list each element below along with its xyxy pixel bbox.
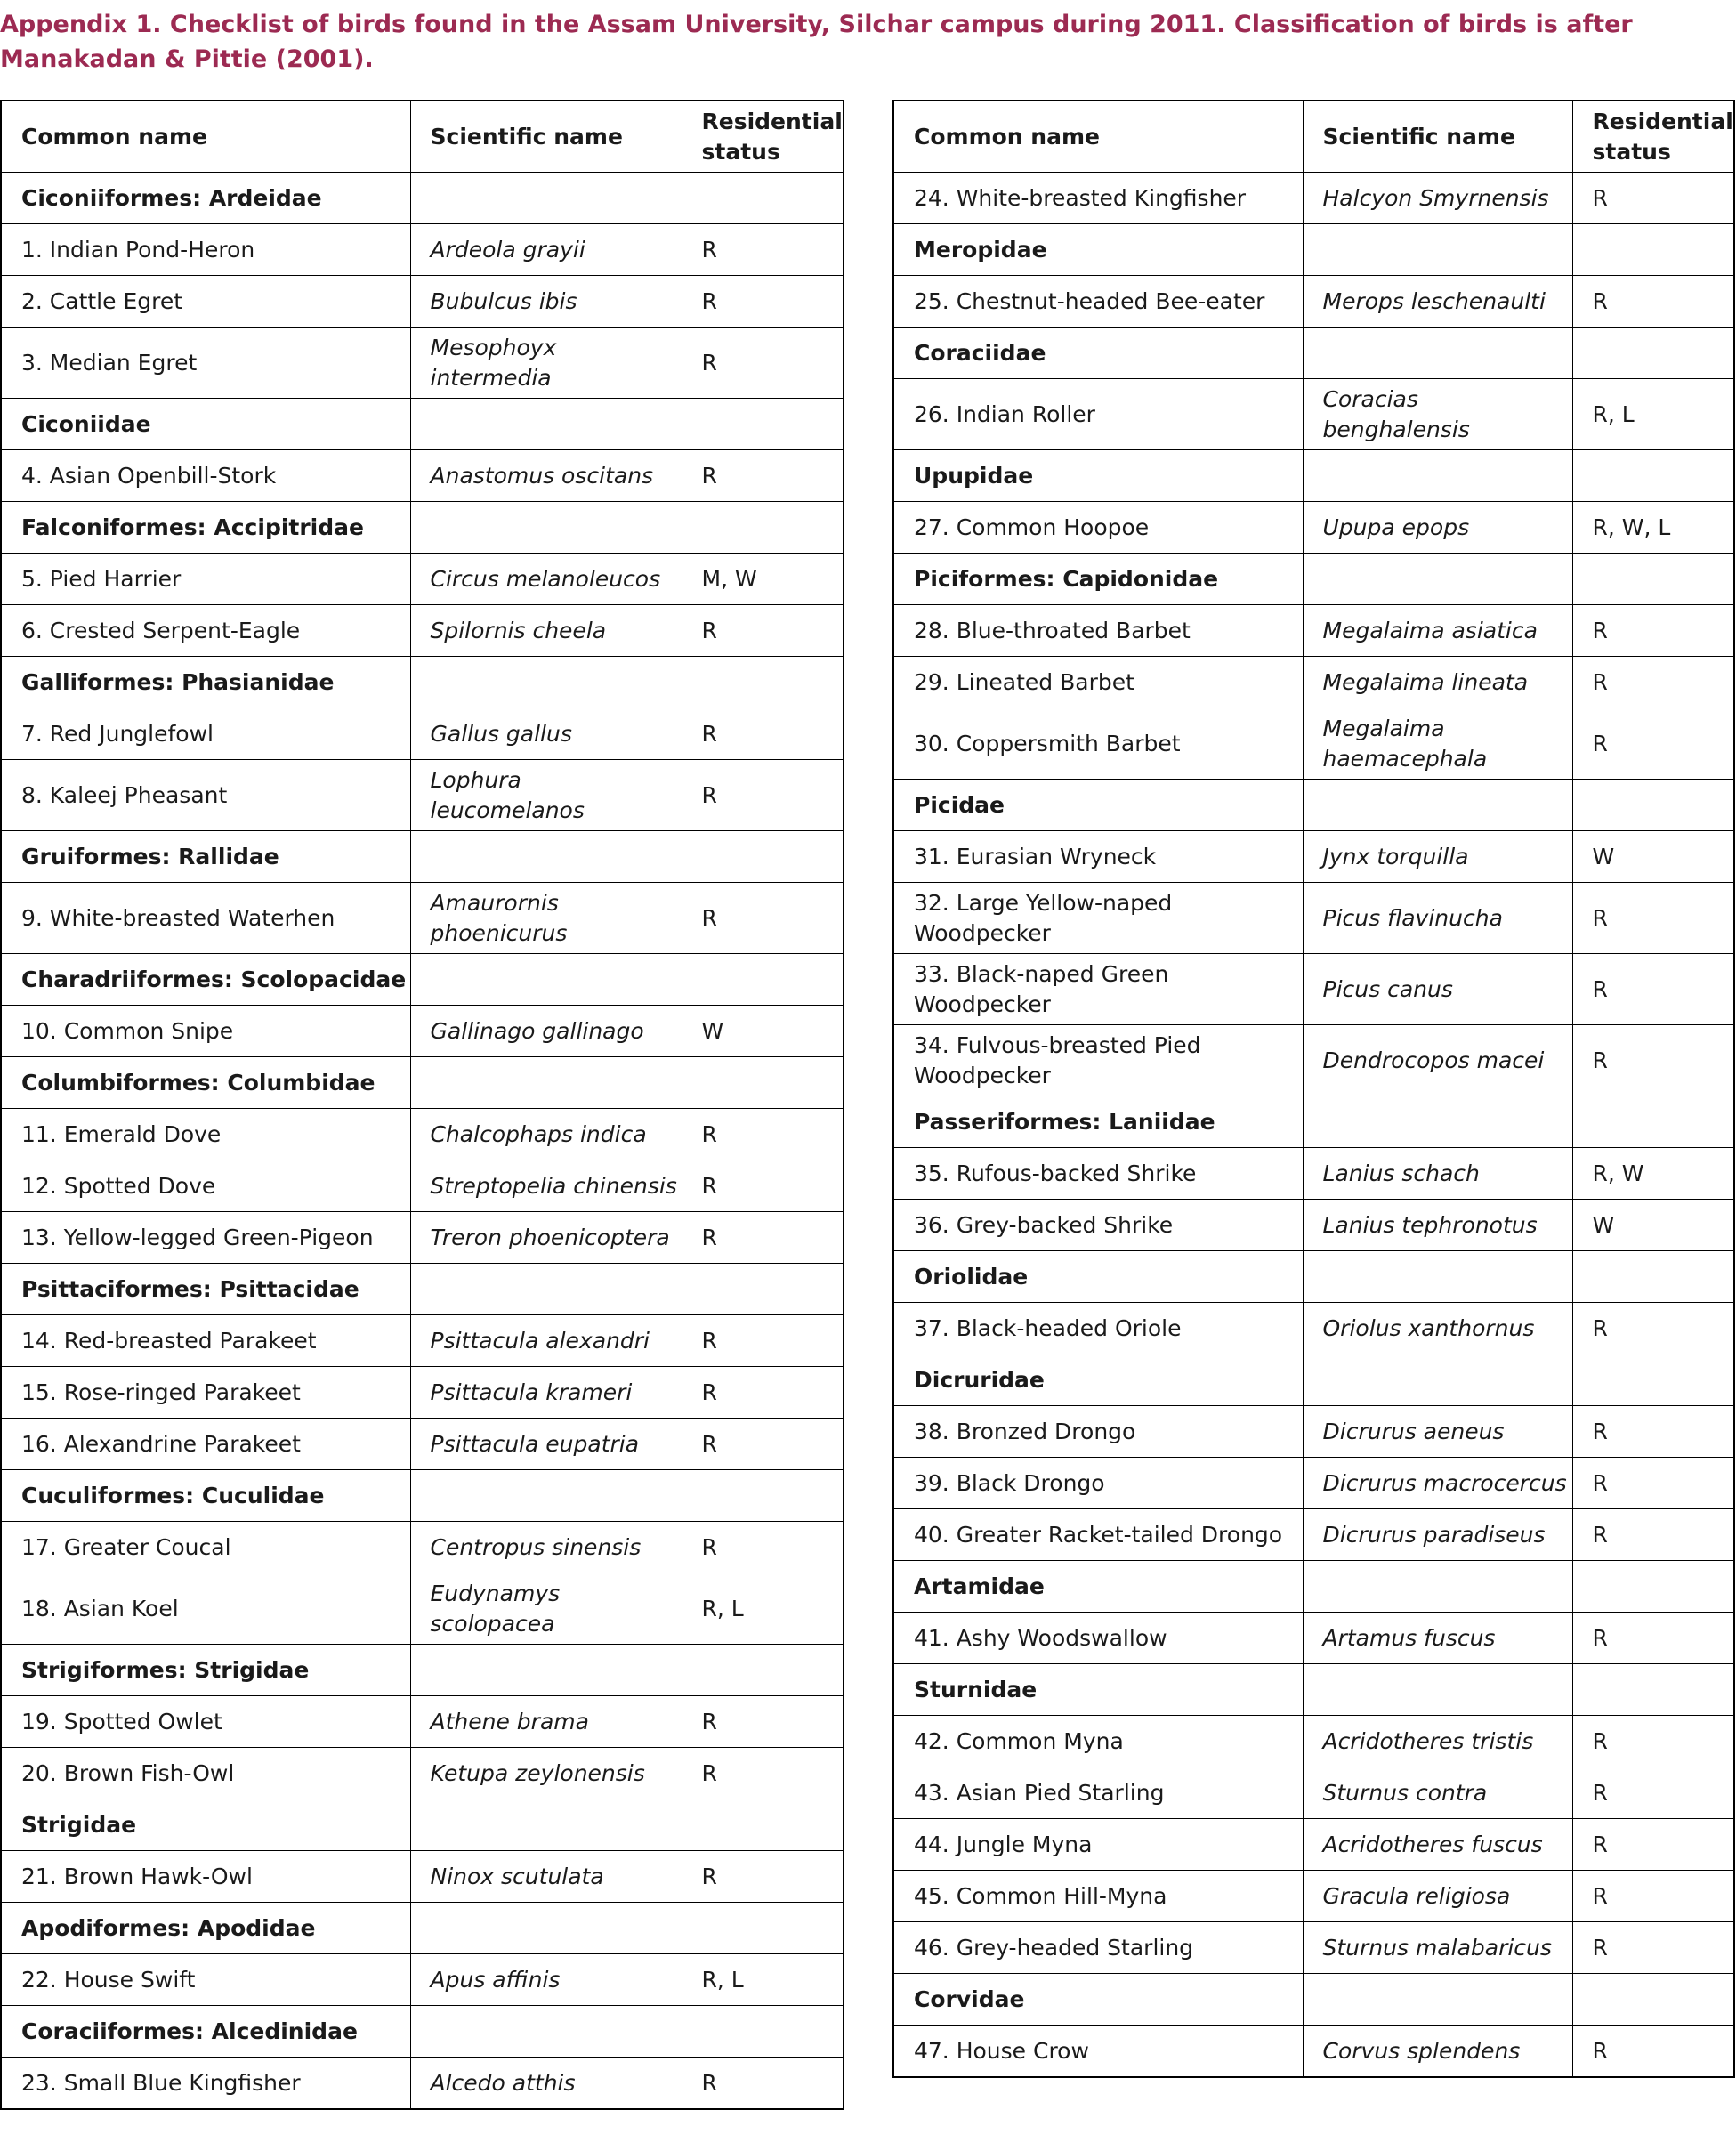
common-name-cell: 41. Ashy Woodswallow — [893, 1613, 1303, 1664]
residential-status-cell: W — [682, 1006, 844, 1057]
species-row — [893, 379, 1734, 450]
common-name-cell: 34. Fulvous-breasted Pied Woodpecker — [893, 1025, 1303, 1096]
empty-cell — [410, 657, 682, 708]
residential-status-cell: R — [682, 2058, 844, 2110]
family-name: Coraciiformes: Alcedinidae — [1, 2006, 410, 2058]
family-row — [1, 2006, 844, 2058]
family-name: Cuculiformes: Cuculidae — [1, 1470, 410, 1522]
family-name: Ciconiidae — [1, 399, 410, 450]
species-row — [893, 1148, 1734, 1200]
scientific-name-cell: Anastomus oscitans — [410, 450, 682, 502]
scientific-name-cell: Gracula religiosa — [1303, 1871, 1572, 1922]
species-row — [893, 1767, 1734, 1819]
common-name-cell: 15. Rose-ringed Parakeet — [1, 1367, 410, 1419]
species-row — [893, 502, 1734, 554]
scientific-name-cell: Streptopelia chinensis — [410, 1160, 682, 1212]
common-name-cell: 27. Common Hoopoe — [893, 502, 1303, 554]
common-name-cell: 39. Black Drongo — [893, 1458, 1303, 1509]
scientific-name-cell: Coracias benghalensis — [1303, 379, 1572, 450]
scientific-name-cell: Gallinago gallinago — [410, 1006, 682, 1057]
species-row — [893, 1025, 1734, 1096]
family-row — [1, 399, 844, 450]
common-name-cell: 35. Rufous-backed Shrike — [893, 1148, 1303, 1200]
header-residential-status: Residential status — [682, 101, 844, 173]
residential-status-cell: R — [1572, 2026, 1734, 2078]
scientific-name-cell: Apus affinis — [410, 1954, 682, 2006]
appendix-caption: Appendix 1. Checklist of birds found in the Assam University, Silchar campus during 2011. Classification of birds is after Manakadan & Pittie (2001). — [0, 11, 1633, 73]
family-row — [1, 831, 844, 883]
species-row — [1, 1315, 844, 1367]
scientific-name-cell: Sturnus contra — [1303, 1767, 1572, 1819]
empty-cell — [1572, 328, 1734, 379]
common-name-cell: 6. Crested Serpent-Eagle — [1, 605, 410, 657]
empty-cell — [1303, 224, 1572, 276]
family-name: Coraciidae — [893, 328, 1303, 379]
empty-cell — [682, 1264, 844, 1315]
residential-status-cell: R — [1572, 883, 1734, 954]
common-name-cell: 32. Large Yellow-naped Woodpecker — [893, 883, 1303, 954]
species-row — [1, 1160, 844, 1212]
family-name: Falconiformes: Accipitridae — [1, 502, 410, 554]
empty-cell — [1572, 1251, 1734, 1303]
family-row — [1, 1903, 844, 1954]
empty-cell — [410, 399, 682, 450]
scientific-name-cell: Lanius tephronotus — [1303, 1200, 1572, 1251]
residential-status-cell: R — [682, 328, 844, 399]
species-row — [1, 1954, 844, 2006]
scientific-name-cell: Ardeola grayii — [410, 224, 682, 276]
common-name-cell: 44. Jungle Myna — [893, 1819, 1303, 1871]
scientific-name-cell: Megalaima asiatica — [1303, 605, 1572, 657]
residential-status-cell: R — [1572, 1025, 1734, 1096]
species-row — [893, 1406, 1734, 1458]
species-row — [1, 1109, 844, 1160]
common-name-cell: 18. Asian Koel — [1, 1573, 410, 1645]
scientific-name-cell: Centropus sinensis — [410, 1522, 682, 1573]
species-row — [893, 831, 1734, 883]
family-name: Strigidae — [1, 1799, 410, 1851]
header-row — [1, 101, 844, 173]
species-row — [1, 883, 844, 954]
empty-cell — [682, 399, 844, 450]
common-name-cell: 42. Common Myna — [893, 1716, 1303, 1767]
empty-cell — [410, 831, 682, 883]
common-name-cell: 16. Alexandrine Parakeet — [1, 1419, 410, 1470]
residential-status-cell: R — [682, 1419, 844, 1470]
species-row — [893, 883, 1734, 954]
family-row — [1, 1645, 844, 1696]
empty-cell — [1572, 450, 1734, 502]
scientific-name-cell: Halcyon Smyrnensis — [1303, 173, 1572, 224]
family-name: Columbiformes: Columbidae — [1, 1057, 410, 1109]
checklist-table-left — [0, 100, 844, 2110]
residential-status-cell: R — [682, 1109, 844, 1160]
residential-status-cell: R — [682, 1522, 844, 1573]
family-name: Sturnidae — [893, 1664, 1303, 1716]
empty-cell — [682, 2006, 844, 2058]
species-row — [1, 1748, 844, 1799]
residential-status-cell: R — [682, 1696, 844, 1748]
scientific-name-cell: Treron phoenicoptera — [410, 1212, 682, 1264]
family-name: Apodiformes: Apodidae — [1, 1903, 410, 1954]
common-name-cell: 31. Eurasian Wryneck — [893, 831, 1303, 883]
species-row — [1, 1522, 844, 1573]
common-name-cell: 47. House Crow — [893, 2026, 1303, 2078]
family-row — [1, 954, 844, 1006]
residential-status-cell: R — [1572, 1819, 1734, 1871]
empty-cell — [682, 1645, 844, 1696]
empty-cell — [410, 173, 682, 224]
empty-cell — [1303, 554, 1572, 605]
scientific-name-cell: Upupa epops — [1303, 502, 1572, 554]
empty-cell — [682, 1470, 844, 1522]
common-name-cell: 8. Kaleej Pheasant — [1, 760, 410, 831]
scientific-name-cell: Bubulcus ibis — [410, 276, 682, 328]
species-row — [1, 276, 844, 328]
scientific-name-cell: Jynx torquilla — [1303, 831, 1572, 883]
residential-status-cell: R — [682, 1851, 844, 1903]
scientific-name-cell: Circus melanoleucos — [410, 554, 682, 605]
empty-cell — [1303, 1974, 1572, 2026]
empty-cell — [410, 1057, 682, 1109]
scientific-name-cell: Psittacula krameri — [410, 1367, 682, 1419]
residential-status-cell: W — [1572, 831, 1734, 883]
scientific-name-cell: Picus flavinucha — [1303, 883, 1572, 954]
family-name: Galliformes: Phasianidae — [1, 657, 410, 708]
scientific-name-cell: Ketupa zeylonensis — [410, 1748, 682, 1799]
empty-cell — [410, 1903, 682, 1954]
common-name-cell: 24. White-breasted Kingfisher — [893, 173, 1303, 224]
residential-status-cell: R — [682, 1748, 844, 1799]
common-name-cell: 29. Lineated Barbet — [893, 657, 1303, 708]
common-name-cell: 4. Asian Openbill-Stork — [1, 450, 410, 502]
common-name-cell: 17. Greater Coucal — [1, 1522, 410, 1573]
residential-status-cell: R — [1572, 276, 1734, 328]
family-name: Passeriformes: Laniidae — [893, 1096, 1303, 1148]
species-row — [1, 450, 844, 502]
species-row — [893, 1458, 1734, 1509]
species-row — [1, 554, 844, 605]
empty-cell — [1572, 224, 1734, 276]
empty-cell — [1572, 780, 1734, 831]
common-name-cell: 46. Grey-headed Starling — [893, 1922, 1303, 1974]
common-name-cell: 3. Median Egret — [1, 328, 410, 399]
residential-status-cell: R, W — [1572, 1148, 1734, 1200]
family-name: Piciformes: Capidonidae — [893, 554, 1303, 605]
species-row — [1, 760, 844, 831]
residential-status-cell: R — [1572, 1303, 1734, 1354]
species-row — [893, 1922, 1734, 1974]
residential-status-cell: W — [1572, 1200, 1734, 1251]
species-row — [893, 605, 1734, 657]
header-common-name: Common name — [893, 101, 1303, 173]
family-row — [893, 328, 1734, 379]
empty-cell — [410, 502, 682, 554]
family-row — [1, 173, 844, 224]
scientific-name-cell: Merops leschenaulti — [1303, 276, 1572, 328]
species-row — [893, 1819, 1734, 1871]
family-row — [1, 1470, 844, 1522]
empty-cell — [682, 954, 844, 1006]
residential-status-cell: R — [1572, 1613, 1734, 1664]
empty-cell — [682, 502, 844, 554]
empty-cell — [1572, 1974, 1734, 2026]
common-name-cell: 26. Indian Roller — [893, 379, 1303, 450]
empty-cell — [410, 2006, 682, 2058]
residential-status-cell: R — [682, 605, 844, 657]
species-row — [1, 1696, 844, 1748]
common-name-cell: 37. Black-headed Oriole — [893, 1303, 1303, 1354]
family-row — [893, 1096, 1734, 1148]
scientific-name-cell: Dicrurus paradiseus — [1303, 1509, 1572, 1561]
empty-cell — [1303, 1251, 1572, 1303]
common-name-cell: 36. Grey-backed Shrike — [893, 1200, 1303, 1251]
scientific-name-cell: Spilornis cheela — [410, 605, 682, 657]
empty-cell — [1572, 1561, 1734, 1613]
common-name-cell: 1. Indian Pond-Heron — [1, 224, 410, 276]
species-row — [1, 605, 844, 657]
empty-cell — [1303, 1561, 1572, 1613]
common-name-cell: 11. Emerald Dove — [1, 1109, 410, 1160]
scientific-name-cell: Dicrurus macrocercus — [1303, 1458, 1572, 1509]
species-row — [1, 1367, 844, 1419]
empty-cell — [682, 1057, 844, 1109]
family-name: Ciconiiformes: Ardeidae — [1, 173, 410, 224]
scientific-name-cell: Corvus splendens — [1303, 2026, 1572, 2078]
residential-status-cell: R — [682, 1160, 844, 1212]
scientific-name-cell: Acridotheres tristis — [1303, 1716, 1572, 1767]
family-row — [893, 1354, 1734, 1406]
scientific-name-cell: Megalaima haemacephala — [1303, 708, 1572, 780]
species-row — [1, 1006, 844, 1057]
common-name-cell: 38. Bronzed Drongo — [893, 1406, 1303, 1458]
family-row — [1, 1057, 844, 1109]
common-name-cell: 23. Small Blue Kingfisher — [1, 2058, 410, 2110]
family-row — [893, 1664, 1734, 1716]
residential-status-cell: R — [1572, 708, 1734, 780]
common-name-cell: 10. Common Snipe — [1, 1006, 410, 1057]
common-name-cell: 21. Brown Hawk-Owl — [1, 1851, 410, 1903]
family-row — [1, 502, 844, 554]
common-name-cell: 14. Red-breasted Parakeet — [1, 1315, 410, 1367]
empty-cell — [1572, 1664, 1734, 1716]
residential-status-cell: R — [682, 883, 844, 954]
common-name-cell: 28. Blue-throated Barbet — [893, 605, 1303, 657]
family-name: Dicruridae — [893, 1354, 1303, 1406]
scientific-name-cell: Gallus gallus — [410, 708, 682, 760]
scientific-name-cell: Ninox scutulata — [410, 1851, 682, 1903]
species-row — [1, 1851, 844, 1903]
empty-cell — [1572, 1096, 1734, 1148]
family-name: Gruiformes: Rallidae — [1, 831, 410, 883]
scientific-name-cell: Dicrurus aeneus — [1303, 1406, 1572, 1458]
residential-status-cell: R — [1572, 1716, 1734, 1767]
common-name-cell: 5. Pied Harrier — [1, 554, 410, 605]
scientific-name-cell: Acridotheres fuscus — [1303, 1819, 1572, 1871]
empty-cell — [410, 1645, 682, 1696]
common-name-cell: 45. Common Hill-Myna — [893, 1871, 1303, 1922]
family-row — [893, 554, 1734, 605]
family-row — [893, 1251, 1734, 1303]
empty-cell — [410, 1264, 682, 1315]
species-row — [893, 276, 1734, 328]
family-row — [1, 1799, 844, 1851]
common-name-cell: 20. Brown Fish-Owl — [1, 1748, 410, 1799]
scientific-name-cell: Artamus fuscus — [1303, 1613, 1572, 1664]
empty-cell — [682, 173, 844, 224]
scientific-name-cell: Amaurornis phoenicurus — [410, 883, 682, 954]
checklist-table-right — [892, 100, 1735, 2078]
empty-cell — [1303, 328, 1572, 379]
residential-status-cell: R — [1572, 1458, 1734, 1509]
family-row — [893, 450, 1734, 502]
header-row — [893, 101, 1734, 173]
empty-cell — [682, 657, 844, 708]
species-row — [1, 2058, 844, 2110]
common-name-cell: 30. Coppersmith Barbet — [893, 708, 1303, 780]
residential-status-cell: R — [682, 450, 844, 502]
species-row — [1, 328, 844, 399]
residential-status-cell: R — [682, 1212, 844, 1264]
family-name: Charadriiformes: Scolopacidae — [1, 954, 410, 1006]
species-row — [893, 1509, 1734, 1561]
family-row — [893, 1974, 1734, 2026]
species-row — [893, 708, 1734, 780]
residential-status-cell: R — [682, 760, 844, 831]
residential-status-cell: R — [682, 1315, 844, 1367]
residential-status-cell: R — [1572, 1406, 1734, 1458]
family-name: Artamidae — [893, 1561, 1303, 1613]
scientific-name-cell: Psittacula alexandri — [410, 1315, 682, 1367]
empty-cell — [410, 1470, 682, 1522]
empty-cell — [682, 1903, 844, 1954]
species-row — [893, 173, 1734, 224]
family-name: Psittaciformes: Psittacidae — [1, 1264, 410, 1315]
residential-status-cell: R — [682, 224, 844, 276]
common-name-cell: 33. Black-naped Green Woodpecker — [893, 954, 1303, 1025]
residential-status-cell: R — [1572, 605, 1734, 657]
empty-cell — [1303, 1354, 1572, 1406]
residential-status-cell: R, L — [682, 1573, 844, 1645]
residential-status-cell: R — [682, 276, 844, 328]
scientific-name-cell: Mesophoyx intermedia — [410, 328, 682, 399]
common-name-cell: 9. White-breasted Waterhen — [1, 883, 410, 954]
table-body-left — [1, 173, 844, 2110]
common-name-cell: 19. Spotted Owlet — [1, 1696, 410, 1748]
common-name-cell: 40. Greater Racket-tailed Drongo — [893, 1509, 1303, 1561]
residential-status-cell: R — [1572, 173, 1734, 224]
common-name-cell: 22. House Swift — [1, 1954, 410, 2006]
species-row — [893, 1200, 1734, 1251]
scientific-name-cell: Sturnus malabaricus — [1303, 1922, 1572, 1974]
residential-status-cell: R, L — [1572, 379, 1734, 450]
common-name-cell: 2. Cattle Egret — [1, 276, 410, 328]
family-name: Strigiformes: Strigidae — [1, 1645, 410, 1696]
empty-cell — [682, 1799, 844, 1851]
family-row — [1, 1264, 844, 1315]
empty-cell — [682, 831, 844, 883]
scientific-name-cell: Psittacula eupatria — [410, 1419, 682, 1470]
residential-status-cell: R — [1572, 1871, 1734, 1922]
family-name: Picidae — [893, 780, 1303, 831]
species-row — [1, 1573, 844, 1645]
header-common-name: Common name — [1, 101, 410, 173]
family-name: Corvidae — [893, 1974, 1303, 2026]
species-row — [893, 1871, 1734, 1922]
scientific-name-cell: Eudynamys scolopacea — [410, 1573, 682, 1645]
empty-cell — [410, 954, 682, 1006]
scientific-name-cell: Dendrocopos macei — [1303, 1025, 1572, 1096]
table-body-right — [893, 173, 1734, 2078]
family-row — [893, 224, 1734, 276]
empty-cell — [1572, 1354, 1734, 1406]
residential-status-cell: R — [682, 708, 844, 760]
common-name-cell: 13. Yellow-legged Green-Pigeon — [1, 1212, 410, 1264]
scientific-name-cell: Alcedo atthis — [410, 2058, 682, 2110]
species-row — [893, 1613, 1734, 1664]
scientific-name-cell: Lophura leucomelanos — [410, 760, 682, 831]
residential-status-cell: R — [1572, 1922, 1734, 1974]
header-scientific-name: Scientific name — [1303, 101, 1572, 173]
residential-status-cell: R — [682, 1367, 844, 1419]
species-row — [893, 1303, 1734, 1354]
common-name-cell: 43. Asian Pied Starling — [893, 1767, 1303, 1819]
family-name: Upupidae — [893, 450, 1303, 502]
residential-status-cell: R, L — [682, 1954, 844, 2006]
species-row — [893, 954, 1734, 1025]
common-name-cell: 25. Chestnut-headed Bee-eater — [893, 276, 1303, 328]
empty-cell — [1303, 1664, 1572, 1716]
family-row — [1, 657, 844, 708]
residential-status-cell: R — [1572, 954, 1734, 1025]
common-name-cell: 7. Red Junglefowl — [1, 708, 410, 760]
scientific-name-cell: Picus canus — [1303, 954, 1572, 1025]
scientific-name-cell: Athene brama — [410, 1696, 682, 1748]
species-row — [893, 2026, 1734, 2078]
residential-status-cell: M, W — [682, 554, 844, 605]
scientific-name-cell: Chalcophaps indica — [410, 1109, 682, 1160]
family-name: Meropidae — [893, 224, 1303, 276]
empty-cell — [1572, 554, 1734, 605]
family-name: Oriolidae — [893, 1251, 1303, 1303]
scientific-name-cell: Megalaima lineata — [1303, 657, 1572, 708]
residential-status-cell: R — [1572, 657, 1734, 708]
scientific-name-cell: Oriolus xanthornus — [1303, 1303, 1572, 1354]
scientific-name-cell: Lanius schach — [1303, 1148, 1572, 1200]
species-row — [893, 1716, 1734, 1767]
header-scientific-name: Scientific name — [410, 101, 682, 173]
empty-cell — [1303, 780, 1572, 831]
empty-cell — [1303, 1096, 1572, 1148]
species-row — [1, 1419, 844, 1470]
species-row — [1, 1212, 844, 1264]
family-row — [893, 1561, 1734, 1613]
empty-cell — [1303, 450, 1572, 502]
common-name-cell: 12. Spotted Dove — [1, 1160, 410, 1212]
residential-status-cell: R — [1572, 1767, 1734, 1819]
empty-cell — [410, 1799, 682, 1851]
family-row — [893, 780, 1734, 831]
species-row — [1, 224, 844, 276]
species-row — [893, 657, 1734, 708]
residential-status-cell: R, W, L — [1572, 502, 1734, 554]
species-row — [1, 708, 844, 760]
residential-status-cell: R — [1572, 1509, 1734, 1561]
header-residential-status: Residential status — [1572, 101, 1734, 173]
